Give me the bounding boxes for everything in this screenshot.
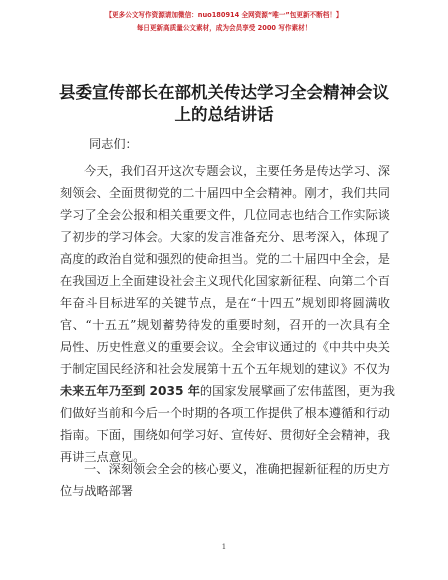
section-heading-line: 一、深刻领会全会的核心要义，准确把握新征程的历史方	[84, 462, 390, 476]
page-number: 1	[221, 543, 227, 551]
paragraph-line: 们做好当前和今后一个时期的各项工作提供了根本遵循和行动	[60, 406, 390, 420]
promo-banner-line-2: 每日更新高质量公文素材，成为会员享受 2000 写作素材！	[136, 24, 312, 32]
document-title-line-1: 县委宣传部长在部机关传达学习全会精神会议	[59, 83, 389, 102]
paragraph-line-with-emphasis	[60, 380, 395, 402]
paragraph-line: 年奋斗目标进军的关键节点，是在“十四五”规划即将圆满收	[60, 296, 390, 310]
paragraph-1	[60, 160, 395, 468]
paragraph-line: 指南。下面，围绕如何学习好、宣传好、贯彻好全会精神，我	[60, 428, 390, 442]
emphasis-text: 未来五年乃至到 2035 年	[60, 384, 200, 398]
promo-banner-line-1: 【更多公文写作资源请加微信：nuo180914 全网资源“唯一”包更新不断档！】	[105, 11, 343, 19]
paragraph-line: 再讲三点意见。	[60, 450, 146, 464]
paragraph-line: 今天，我们召开这次专题会议，主要任务是传达学习、深	[84, 164, 390, 178]
paragraph-line-tail: 的国家发展擘画了宏伟蓝图，更为我	[199, 384, 395, 398]
paragraph-line: 于制定国民经济和社会发展第十五个五年规划的建议》不仅为	[60, 362, 390, 376]
paragraph-line: 在我国迈上全面建设社会主义现代化国家新征程、向第二个百	[60, 274, 390, 288]
promo-banner	[0, 9, 448, 34]
paragraph-line: 学习了全会公报和相关重要文件，几位同志也结合工作实际谈	[60, 208, 390, 222]
document-title	[40, 82, 408, 126]
section-1-heading	[60, 458, 390, 502]
document-title-line-2: 上的总结讲话	[174, 105, 274, 124]
greeting-text: 同志们：	[89, 137, 138, 151]
section-heading-line: 位与战略部署	[60, 484, 134, 498]
paragraph-line: 高度的政治自觉和强烈的使命担当。党的二十届四中全会，是	[60, 252, 390, 266]
paragraph-line: 官、“十五五”规划蓄势待发的重要时刻，召开的一次具有全	[60, 318, 390, 332]
greeting	[89, 133, 389, 155]
paragraph-line: 刻领会、全面贯彻党的二十届四中全会精神。刚才，我们共同	[60, 186, 390, 200]
paragraph-line: 局性、历史性意义的重要会议。全会审议通过的《中共中央关	[60, 340, 390, 354]
paragraph-line: 了初步的学习体会。大家的发言准备充分、思考深入，体现了	[60, 230, 390, 244]
